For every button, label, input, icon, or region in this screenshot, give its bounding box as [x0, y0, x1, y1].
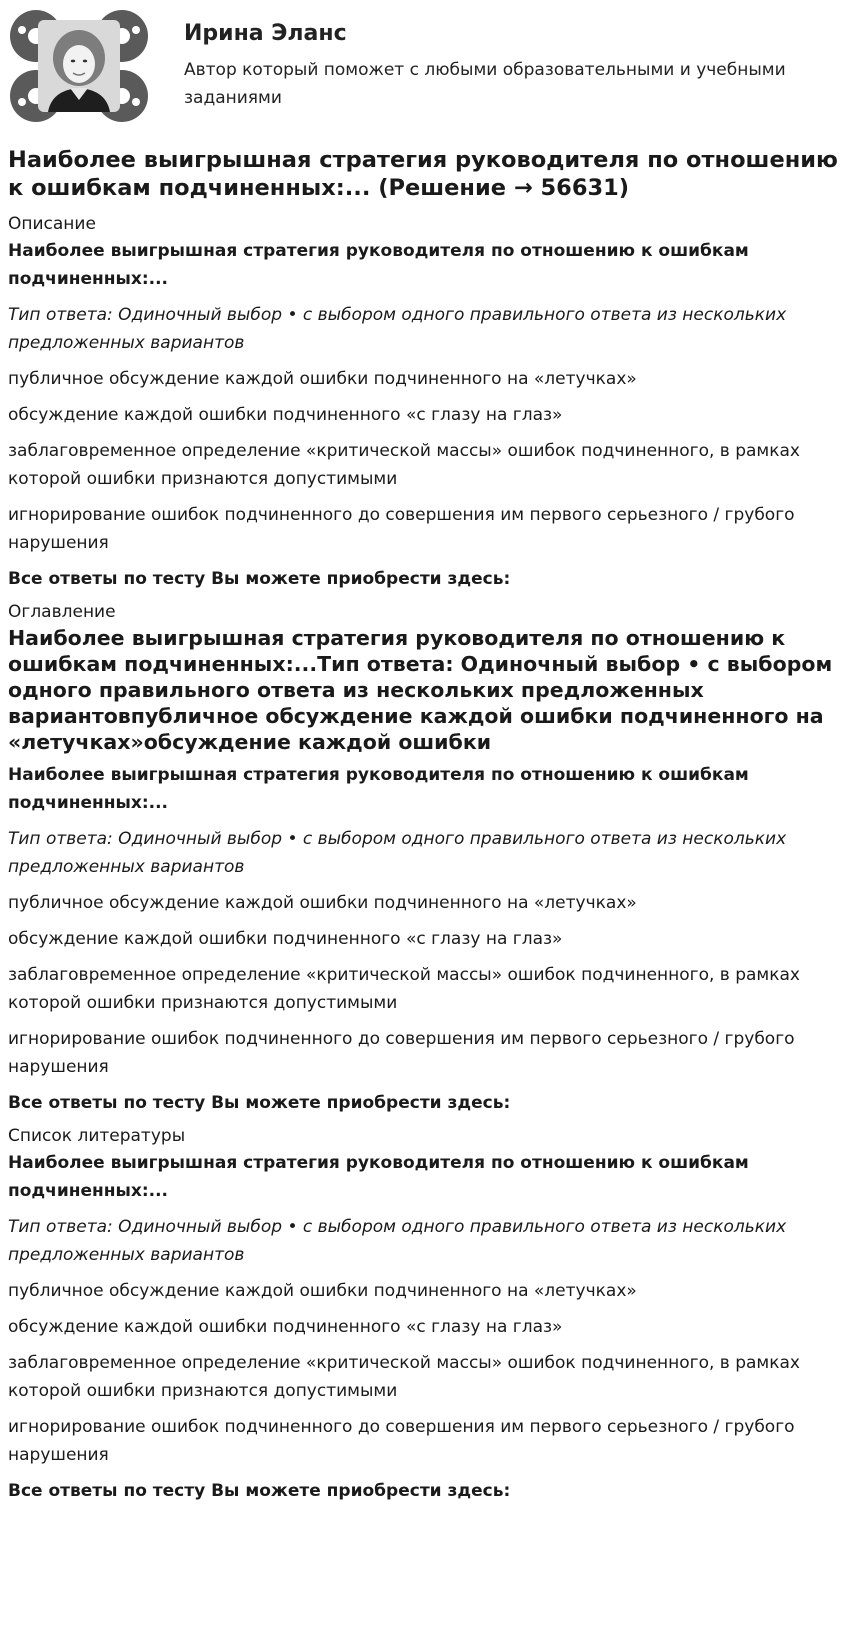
answer-type: Тип ответа: Одиночный выбор • с выбором одного правильного ответа из нескольких предложенных вариантов — [8, 829, 787, 877]
answer-type: Тип ответа: Одиночный выбор • с выбором одного правильного ответа из нескольких предложенных вариантов — [8, 1217, 787, 1265]
article — [8, 146, 840, 1513]
buy-answers-text: Все ответы по тесту Вы можете приобрести здесь: — [8, 569, 511, 589]
answer-option: обсуждение каждой ошибки подчиненного «с глазу на глаз» — [8, 405, 563, 425]
section-label: Список литературы — [8, 1126, 186, 1146]
answer-option: заблаговременное определение «критической массы» ошибок подчиненного, в рамках которой ошибки признаются допустимыми — [8, 1353, 800, 1401]
author-description: Автор который поможет с любыми образовательными и учебными заданиями — [184, 60, 786, 108]
question-text: Наиболее выигрышная стратегия руководителя по отношению к ошибкам подчиненных:... — [8, 241, 749, 289]
buy-answers-text: Все ответы по тесту Вы можете приобрести здесь: — [8, 1093, 511, 1113]
answer-option: игнорирование ошибок подчиненного до совершения им первого серьезного / грубого нарушения — [8, 505, 795, 553]
answer-option: игнорирование ошибок подчиненного до совершения им первого серьезного / грубого нарушения — [8, 1417, 795, 1465]
author-avatar[interactable] — [8, 8, 150, 124]
buy-answers-text: Все ответы по тесту Вы можете приобрести здесь: — [8, 1481, 511, 1501]
answer-option: публичное обсуждение каждой ошибки подчиненного на «летучках» — [8, 369, 637, 389]
contents-heading: Наиболее выигрышная стратегия руководителя по отношению к ошибкам подчиненных:...Тип ответа: Одиночный выбор • с выбором одного правильного ответа из нескольких предложенных вариантовпубличное обсуждение каждой ошибки подчиненного на «летучках»обсуждение каждой ошибки — [8, 626, 833, 754]
answer-option: заблаговременное определение «критической массы» ошибок подчиненного, в рамках которой ошибки признаются допустимыми — [8, 441, 800, 489]
question-text: Наиболее выигрышная стратегия руководителя по отношению к ошибкам подчиненных:... — [8, 1153, 749, 1201]
section-references — [8, 1125, 840, 1505]
question-text: Наиболее выигрышная стратегия руководителя по отношению к ошибкам подчиненных:... — [8, 765, 749, 813]
author-card — [8, 8, 838, 128]
answer-option: игнорирование ошибок подчиненного до совершения им первого серьезного / грубого нарушения — [8, 1029, 795, 1077]
answer-option: заблаговременное определение «критической массы» ошибок подчиненного, в рамках которой ошибки признаются допустимыми — [8, 965, 800, 1013]
section-contents — [8, 601, 840, 1117]
answer-option: обсуждение каждой ошибки подчиненного «с глазу на глаз» — [8, 1317, 563, 1337]
answer-option: обсуждение каждой ошибки подчиненного «с глазу на глаз» — [8, 929, 563, 949]
section-label: Оглавление — [8, 602, 116, 622]
section-label: Описание — [8, 214, 96, 234]
answer-option: публичное обсуждение каждой ошибки подчиненного на «летучках» — [8, 1281, 637, 1301]
answer-option: публичное обсуждение каждой ошибки подчиненного на «летучках» — [8, 893, 637, 913]
author-name[interactable]: Ирина Эланс — [184, 21, 347, 46]
page-title: Наиболее выигрышная стратегия руководителя по отношению к ошибкам подчиненных:... (Решение → 56631) — [8, 147, 838, 201]
section-description — [8, 213, 840, 593]
answer-type: Тип ответа: Одиночный выбор • с выбором одного правильного ответа из нескольких предложенных вариантов — [8, 305, 787, 353]
